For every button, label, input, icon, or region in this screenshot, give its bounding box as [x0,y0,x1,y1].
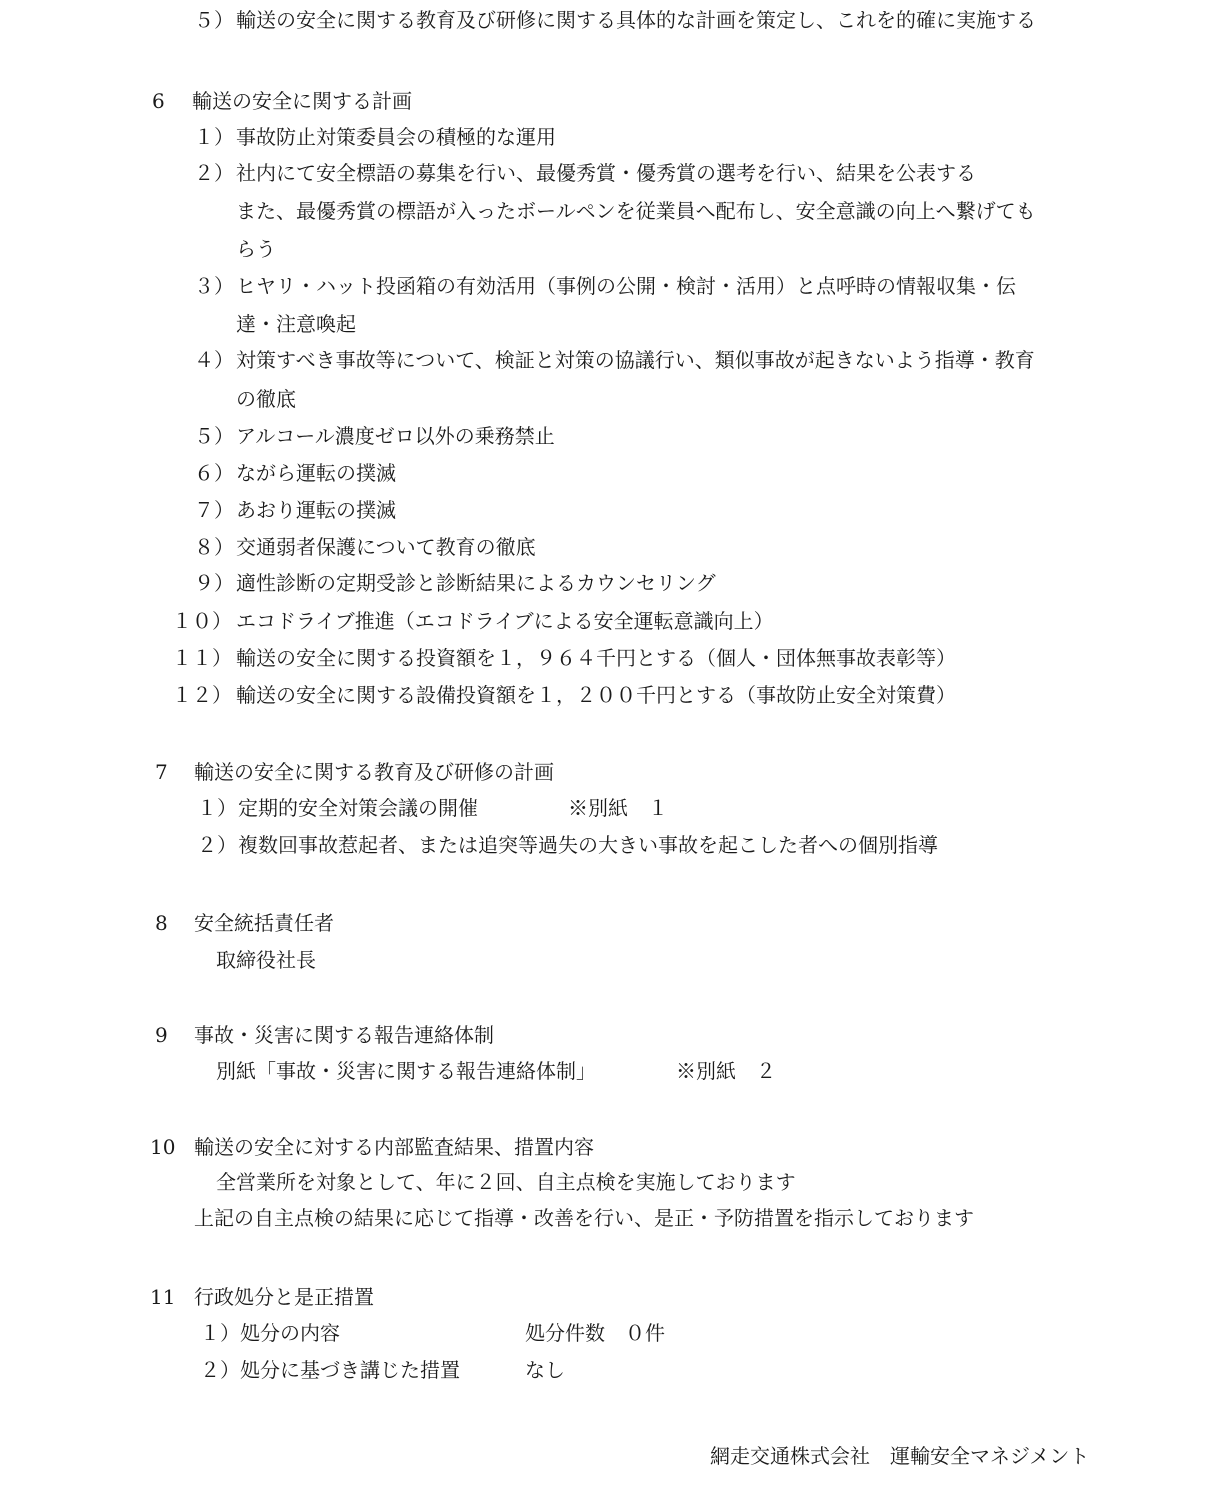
section-10-number: 10 [150,1135,176,1159]
section-7-title: 輸送の安全に関する教育及び研修の計画 [194,760,554,784]
section-6-item-5-number: ５） [194,424,234,448]
section-6-item-11-text: 輸送の安全に関する投資額を１，９６４千円とする（個人・団体無事故表彰等） [236,646,956,670]
section-11-item-1-number: １） [200,1321,240,1345]
section-11-title: 行政処分と是正措置 [194,1285,374,1309]
section-6-item-1-text: 事故防止対策委員会の積極的な運用 [236,125,556,149]
section-6-item-8-number: ８） [194,535,234,559]
section-6-item-3-line-2: 達・注意喚起 [236,312,356,336]
section-7-item-2-text: 複数回事故惹起者、または追突等過失の大きい事故を起こした者への個別指導 [238,833,938,857]
section-6-item-4-number: ４） [194,348,234,372]
section-6-item-8-text: 交通弱者保護について教育の徹底 [236,535,536,559]
section-6-item-9-number: ９） [194,571,234,595]
section-6-item-12-number: １２） [172,683,232,707]
section-7-item-1-text: 定期的安全対策会議の開催 [238,796,478,820]
section-11-item-2-label: 処分に基づき講じた措置 [240,1358,460,1382]
section-6-item-2-line-3: らう [236,237,276,261]
section-6-item-6-text: ながら運転の撲滅 [236,461,396,485]
section-9-body: 別紙「事故・災害に関する報告連絡体制」 [216,1059,596,1083]
section-10-line-1: 全営業所を対象として、年に２回、自主点検を実施しております [216,1170,796,1194]
section-6-item-12-text: 輸送の安全に関する設備投資額を１，２００千円とする（事故防止安全対策費） [236,683,956,707]
section-7-number: 7 [155,760,168,784]
section-9-title: 事故・災害に関する報告連絡体制 [194,1023,494,1047]
section-11-item-2-value: なし [525,1358,565,1382]
section-6-item-7-number: ７） [194,498,234,522]
section-10-line-2: 上記の自主点検の結果に応じて指導・改善を行い、是正・予防措置を指示しております [194,1206,974,1230]
section-6-item-6-number: ６） [194,461,234,485]
section-8-number: 8 [155,911,168,935]
section-8-body: 取締役社長 [216,948,316,972]
section-6-item-4-line-1: 対策すべき事故等について、検証と対策の協議行い、類似事故が起きないよう指導・教育 [236,348,1035,372]
section-6-item-11-number: １１） [172,646,232,670]
section-6-item-5-text: アルコール濃度ゼロ以外の乗務禁止 [236,424,555,448]
section-7-item-1-number: １） [197,796,237,820]
top-item-number: ５） [194,8,234,32]
section-11-item-1-label: 処分の内容 [240,1321,340,1345]
footer-company: 網走交通株式会社 運輸安全マネジメント [710,1444,1090,1468]
section-8-title: 安全統括責任者 [194,911,334,935]
section-11-number: 11 [150,1285,176,1309]
section-9-number: 9 [155,1023,168,1047]
section-11-item-2-number: ２） [200,1358,240,1382]
section-6-item-1-number: １） [194,125,234,149]
section-10-title: 輸送の安全に対する内部監査結果、措置内容 [194,1135,594,1159]
section-6-number: 6 [152,89,165,113]
section-7-item-1-note: ※別紙 １ [568,796,668,820]
section-6-item-7-text: あおり運転の撲滅 [236,498,396,522]
top-item-text: 輸送の安全に関する教育及び研修に関する具体的な計画を策定し、これを的確に実施する [236,8,1036,32]
section-7-item-2-number: ２） [197,833,237,857]
section-11-item-1-value: 処分件数 ０件 [525,1321,665,1345]
section-6-item-10-number: １０） [172,609,232,633]
section-6-item-3-line-1: ヒヤリ・ハット投函箱の有効活用（事例の公開・検討・活用）と点呼時の情報収集・伝 [236,274,1016,298]
section-6-item-10-text: エコドライブ推進（エコドライブによる安全運転意識向上） [236,609,774,633]
section-9-note: ※別紙 ２ [676,1059,776,1083]
section-6-item-2-line-1: 社内にて安全標語の募集を行い、最優秀賞・優秀賞の選考を行い、結果を公表する [236,161,976,185]
section-6-item-4-line-2: の徹底 [236,387,296,411]
section-6-item-9-text: 適性診断の定期受診と診断結果によるカウンセリング [236,571,716,595]
section-6-item-3-number: ３） [194,274,234,298]
section-6-item-2-line-2: また、最優秀賞の標語が入ったボールペンを従業員へ配布し、安全意識の向上へ繋げても [236,199,1036,223]
section-6-item-2-number: ２） [194,161,234,185]
section-6-title: 輸送の安全に関する計画 [192,89,412,113]
